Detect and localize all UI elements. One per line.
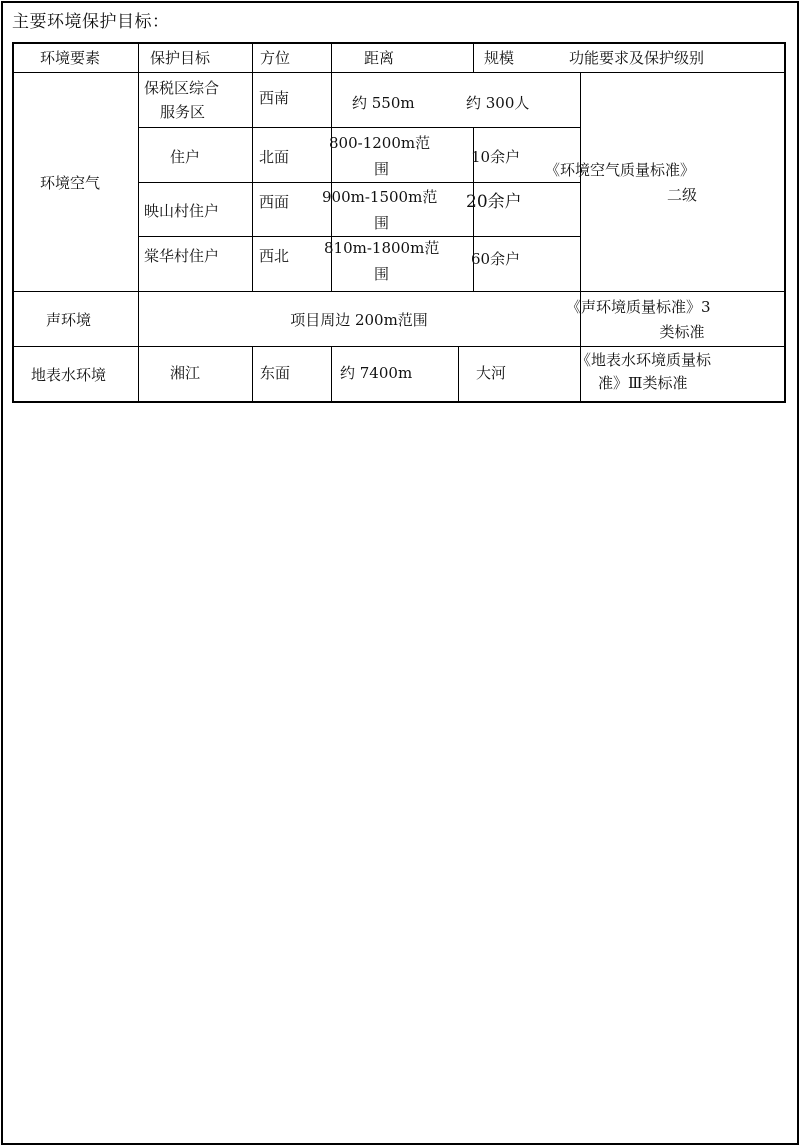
air-row3-scale: 20余户 [466,192,522,212]
air-standard-line1: 《环境空气质量标准》 [544,161,695,179]
col-divider [473,44,474,72]
row-divider [138,182,580,183]
water-standard-line1: 《地表水环境质量标 [576,351,712,369]
noise-standard-line2: 类标准 [659,323,705,341]
air-row4-target: 棠华村住户 [144,247,220,265]
air-row2-scale: 10余户 [471,148,521,166]
row-divider [14,346,784,347]
water-scale: 大河 [476,364,507,382]
air-row1-direction: 西南 [259,89,290,107]
row-divider [14,72,784,73]
air-row4-direction: 西北 [259,247,290,265]
col-divider [252,44,253,291]
header-element: 环境要素 [40,49,101,67]
section-heading: 主要环境保护目标： [12,12,170,32]
col-divider [138,44,139,401]
water-distance: 约 7400m [340,364,413,382]
air-row3-direction: 西面 [259,193,290,211]
air-row1-target-line2: 服务区 [160,103,206,121]
col-divider [458,346,459,401]
water-target: 湘江 [170,364,201,382]
header-direction: 方位 [260,49,291,67]
air-row1-scale: 约 300人 [466,94,530,112]
water-element-label: 地表水环境 [31,366,107,384]
row-divider [138,127,580,128]
air-row4-scale: 60余户 [471,250,521,268]
air-element-label: 环境空气 [40,174,101,192]
noise-element-label: 声环境 [46,311,92,329]
air-standard-line2: 二级 [666,186,697,204]
header-target: 保护目标 [150,49,211,67]
air-row4-distance-line1: 810m-1800m范 [324,239,440,257]
water-standard-line2: 准》Ⅲ类标准 [598,374,688,392]
protection-targets-table [12,42,786,403]
header-distance: 距离 [364,49,395,67]
air-row3-distance-line2: 围 [374,214,390,232]
header-function: 功能要求及保护级别 [569,49,705,67]
air-row2-direction: 北面 [259,148,290,166]
col-divider [331,346,332,401]
air-row1-distance: 约 550m [352,94,415,112]
air-row2-distance-line1: 800-1200m范 [329,134,431,152]
header-scale: 规模 [484,49,515,67]
air-row4-distance-line2: 围 [374,265,390,283]
air-row2-target: 住户 [170,148,201,166]
col-divider [252,346,253,401]
air-row3-target: 映山村住户 [144,202,220,220]
water-direction: 东面 [260,364,291,382]
noise-target: 项目周边 200m范围 [290,311,428,329]
row-divider [14,291,784,292]
noise-standard-line1: 《声环境质量标准》3 [566,298,711,316]
air-row1-target-line1: 保税区综合 [144,79,220,97]
air-row2-distance-line2: 围 [374,160,390,178]
air-row3-distance-line1: 900m-1500m范 [322,188,438,206]
